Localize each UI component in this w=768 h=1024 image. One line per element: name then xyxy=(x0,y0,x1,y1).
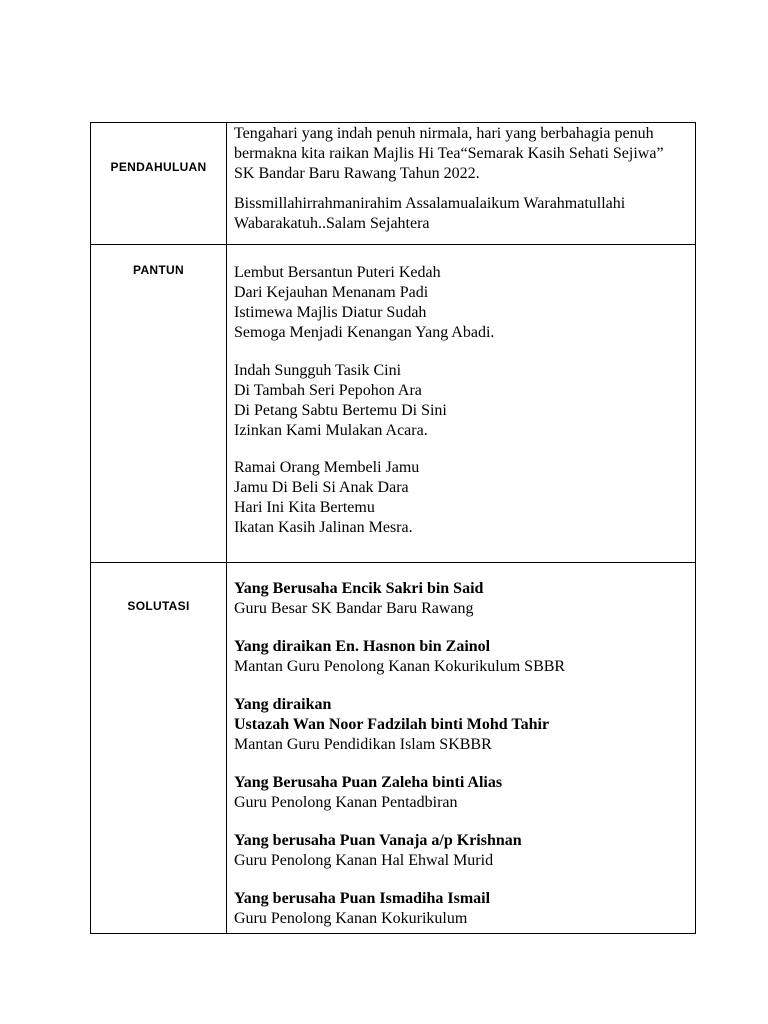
content-cell xyxy=(227,123,696,245)
salutation-name-line2: Ustazah Wan Noor Fadzilah binti Mohd Tahir xyxy=(234,716,550,733)
table-row xyxy=(91,123,696,245)
table-row xyxy=(91,245,696,563)
pantun-line: Semoga Menjadi Kenangan Yang Abadi. xyxy=(234,324,495,341)
salutation-name: Yang diraikan xyxy=(234,696,332,713)
section-label-pendahuluan: PENDAHULUAN xyxy=(110,160,207,174)
salutation-name: Yang berusaha Puan Vanaja a/p Krishnan xyxy=(234,832,522,849)
pantun-line: Jamu Di Beli Si Anak Dara xyxy=(234,479,409,496)
label-cell xyxy=(91,563,227,934)
pantun-line: Indah Sungguh Tasik Cini xyxy=(234,362,402,379)
opening-paragraph: Tengahari yang indah penuh nirmala, hari yang berbahagia penuh bermakna kita raikan Majlis Hi Tea“Semarak Kasih Sehati Sejiwa” SK Bandar Baru Rawang Tahun 2022. xyxy=(234,125,664,182)
salutation-entry xyxy=(234,637,689,677)
pantun-line: Dari Kejauhan Menanam Padi xyxy=(234,284,429,301)
salutation-entry xyxy=(234,889,689,929)
pantun-line: Di Tambah Seri Pepohon Ara xyxy=(234,382,422,399)
salutation-name: Yang diraikan En. Hasnon bin Zainol xyxy=(234,638,491,655)
salutation-role: Mantan Guru Penolong Kanan Kokurikulum SBBR xyxy=(234,658,566,675)
content-cell xyxy=(227,245,696,563)
pantun-line: Ramai Orang Membeli Jamu xyxy=(234,459,420,476)
salutation-role: Guru Penolong Kanan Pentadbiran xyxy=(234,794,458,811)
label-cell xyxy=(91,245,227,563)
pantun-line: Ikatan Kasih Jalinan Mesra. xyxy=(234,519,413,536)
section-label-solutasi: SOLUTASI xyxy=(127,599,190,613)
salutation-name: Yang Berusaha Puan Zaleha binti Alias xyxy=(234,774,503,791)
salutation-entry xyxy=(234,831,689,871)
salutation-entry xyxy=(234,695,689,755)
pantun-stanza xyxy=(234,458,689,538)
section-label-pantun: PANTUN xyxy=(133,263,184,277)
pantun-line: Hari Ini Kita Bertemu xyxy=(234,499,375,516)
content-cell xyxy=(227,563,696,934)
table-row xyxy=(91,563,696,934)
pantun-line: Lembut Bersantun Puteri Kedah xyxy=(234,264,441,281)
greeting-paragraph: Bissmillahirrahmanirahim Assalamualaikum Warahmatullahi Wabarakatuh..Salam Sejahtera xyxy=(234,195,626,232)
salutation-role: Guru Besar SK Bandar Baru Rawang xyxy=(234,600,474,617)
salutation-entry xyxy=(234,579,689,619)
salutation-role: Guru Penolong Kanan Hal Ehwal Murid xyxy=(234,852,494,869)
pantun-line: Istimewa Majlis Diatur Sudah xyxy=(234,304,427,321)
salutation-name: Yang berusaha Puan Ismadiha Ismail xyxy=(234,890,491,907)
label-cell xyxy=(91,123,227,245)
salutation-role: Mantan Guru Pendidikan Islam SKBBR xyxy=(234,736,492,753)
pantun-line: Di Petang Sabtu Bertemu Di Sini xyxy=(234,402,447,419)
speech-table xyxy=(90,122,696,934)
pantun-stanza xyxy=(234,361,689,441)
pantun-stanza xyxy=(234,263,689,343)
pantun-line: Izinkan Kami Mulakan Acara. xyxy=(234,422,428,439)
salutation-entry xyxy=(234,773,689,813)
salutation-role: Guru Penolong Kanan Kokurikulum xyxy=(234,910,468,927)
salutation-name: Yang Berusaha Encik Sakri bin Said xyxy=(234,580,484,597)
